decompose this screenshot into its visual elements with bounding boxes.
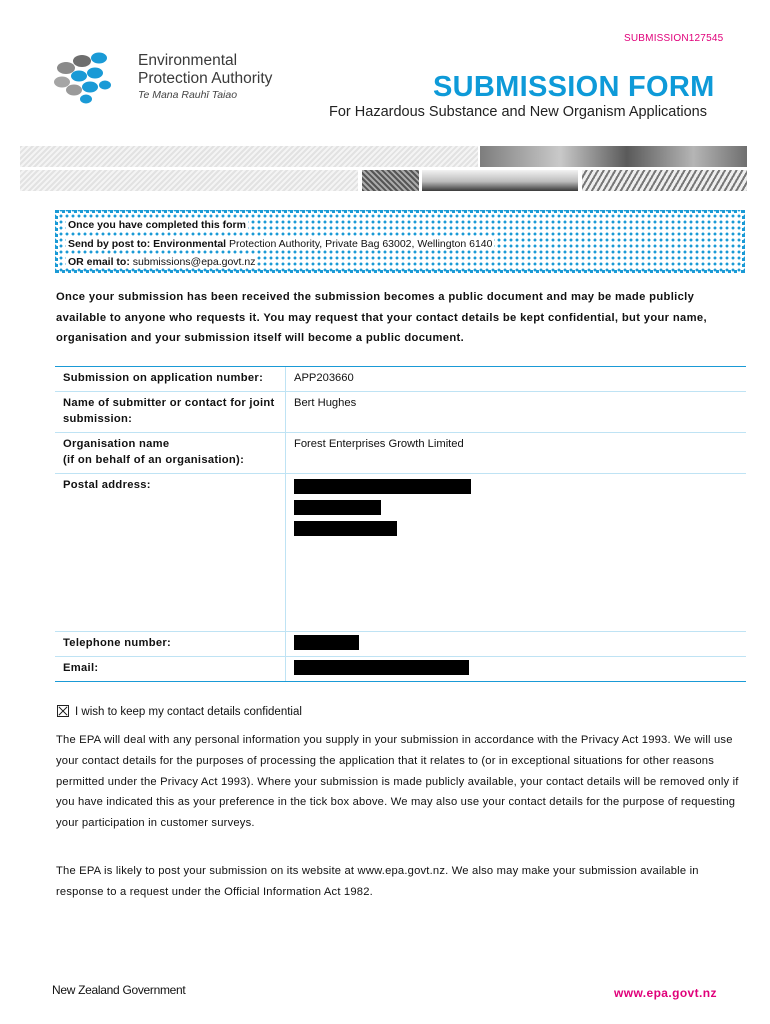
- redacted-block: [294, 479, 471, 494]
- instructions-box: [55, 210, 745, 273]
- banner-photo: [362, 170, 419, 191]
- decorative-band: [20, 146, 478, 167]
- table-row: [55, 474, 746, 632]
- instructions-line-3: OR email to: submissions@epa.govt.nz: [68, 256, 256, 268]
- application-number-label: Submission on application number:: [55, 367, 286, 392]
- confidential-checkbox-label: I wish to keep my contact details confidential: [75, 706, 302, 718]
- page-subtitle: For Hazardous Substance and New Organism Applications: [329, 104, 707, 120]
- table-row: [55, 657, 746, 682]
- table-row: [55, 392, 746, 433]
- org-name-line1: Environmental: [138, 52, 238, 69]
- website-paragraph: The EPA is likely to post your submission on its website at www.epa.govt.nz. We also may make your submission available in response to a request under the Official Information Act 1982.: [56, 865, 699, 898]
- submitter-label: Name of submitter or contact for joint submission:: [55, 392, 286, 433]
- org-name-line2: Protection Authority: [138, 70, 273, 87]
- page-title: SUBMISSION FORM: [433, 71, 715, 103]
- banner-photo: [422, 170, 578, 191]
- submission-number: SUBMISSION127545: [624, 33, 724, 44]
- email-label: Email:: [55, 657, 286, 682]
- instructions-line-1: Once you have completed this form: [68, 219, 246, 231]
- postal-address-field[interactable]: [286, 474, 747, 632]
- redacted-block: [294, 500, 381, 515]
- banner-photo: [480, 146, 747, 167]
- email-field[interactable]: [286, 657, 747, 682]
- redacted-block: [294, 635, 359, 650]
- table-row: [55, 632, 746, 657]
- telephone-field[interactable]: [286, 632, 747, 657]
- table-row: [55, 367, 746, 392]
- decorative-band: [20, 170, 358, 191]
- epa-logo-icon: [52, 50, 132, 106]
- intro-paragraph: Once your submission has been received the submission becomes a public document and may be made publicly available to anyone who requests it. You may request that your contact details be kept confidential, but your name, organisation and your submission itself will become a public document.: [56, 291, 707, 344]
- organisation-field[interactable]: Forest Enterprises Growth Limited: [286, 433, 747, 474]
- confidential-checkbox[interactable]: [57, 705, 69, 717]
- telephone-label: Telephone number:: [55, 632, 286, 657]
- website-link[interactable]: www.epa.govt.nz: [614, 986, 717, 1000]
- postal-address-label: Postal address:: [55, 474, 286, 632]
- redacted-block: [294, 660, 469, 675]
- privacy-paragraph: The EPA will deal with any personal information you supply in your submission in accordance with the Privacy Act 1993. We will use your contact details for the purposes of processing the application that it relates to (or in exceptional situations for other reasons permitted under the Privacy Act 1993). Where your submission is made publicly available, your contact details will be removed only if you have indicated this as your preference in the tick box above. We may also use your contact details for the purpose of requesting your participation in customer surveys.: [56, 734, 739, 830]
- table-row: [55, 433, 746, 474]
- nz-government-logo: New Zealand Government: [52, 983, 186, 997]
- submitter-details-table: [55, 366, 746, 682]
- organisation-label: Organisation name (if on behalf of an organisation):: [55, 433, 286, 474]
- banner-photo: [582, 170, 747, 191]
- instructions-line-2: Send by post to: Environmental Protection Authority, Private Bag 63002, Wellington 6140: [68, 238, 493, 250]
- application-number-field[interactable]: APP203660: [286, 367, 747, 392]
- org-maori-name: Te Mana Rauhī Taiao: [138, 89, 238, 101]
- redacted-block: [294, 521, 397, 536]
- submitter-field[interactable]: Bert Hughes: [286, 392, 747, 433]
